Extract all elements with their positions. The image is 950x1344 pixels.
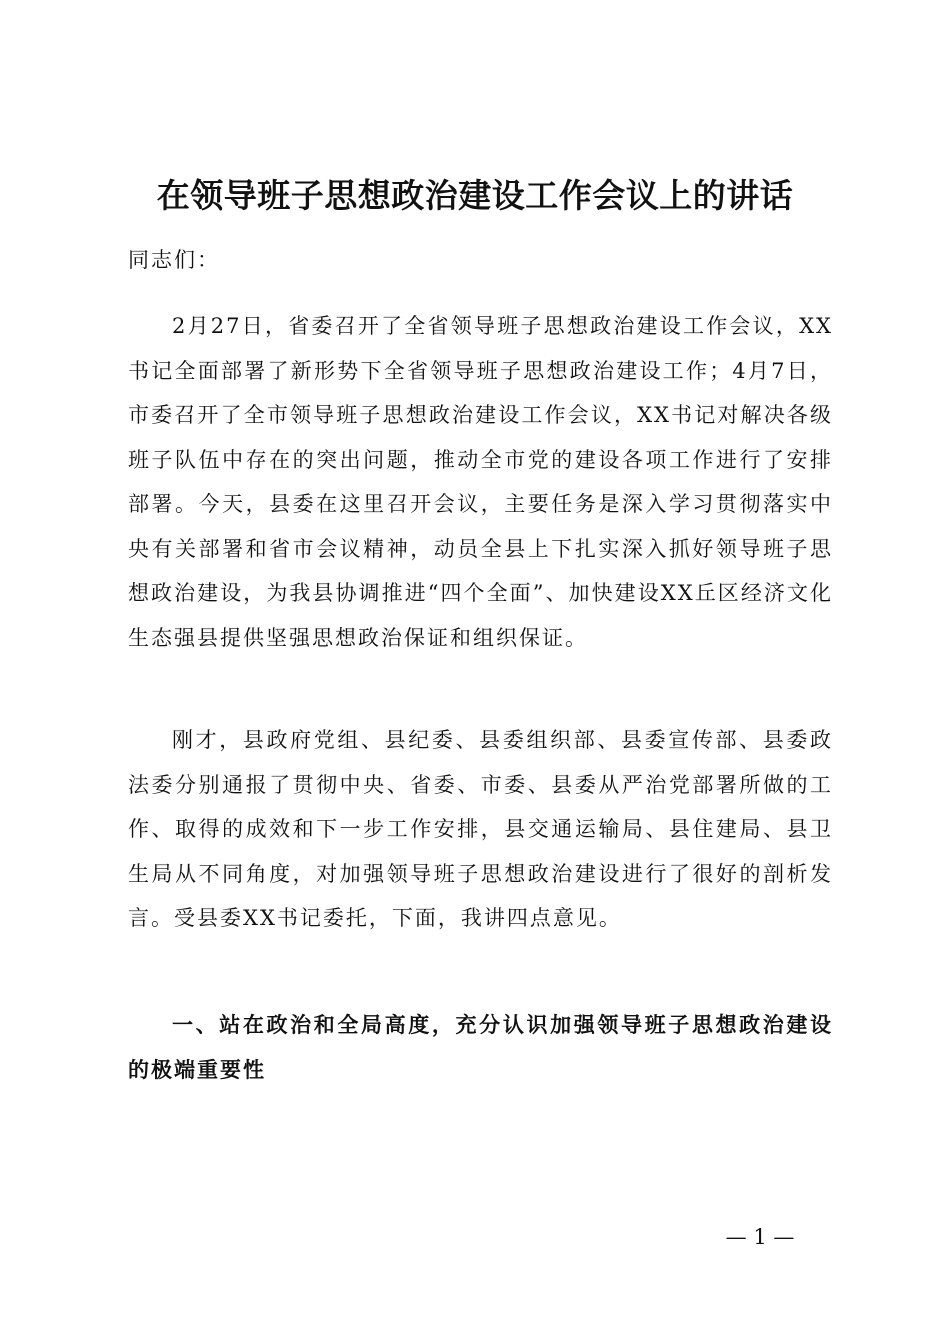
body-paragraph: 2月27日，省委召开了全省领导班子思想政治建设工作会议，XX书记全面部署了新形势下全省领导班子思想政治建设工作；4月7日，市委召开了全市领导班子思想政治建设工作会议，XX书记对解决各级班子队伍中存在的突出问题，推动全市党的建设各项工作进行了安排部署。今天，县委在这里召开会议，主要任务是深入学习贯彻落实中央有关部署和省市会议精神，动员全县上下扎实深入抓好领导班子思想政治建设，为我县协调推进“四个全面”、加快建设XX丘区经济文化生态强县提供坚强思想政治保证和组织保证。 (128, 314, 833, 650)
section-heading: 一、站在政治和全局高度，充分认识加强领导班子思想政治建设的极端重要性 (128, 1013, 833, 1082)
body-paragraph: 刚才，县政府党组、县纪委、县委组织部、县委宣传部、县委政法委分别通报了贯彻中央、省委、市委、县委从严治党部署所做的工作、取得的成效和下一步工作安排，县交通运输局、县住建局、县卫生局从不同角度，对加强领导班子思想政治建设进行了很好的剖析发言。受县委XX书记委托，下面，我讲四点意见。 (128, 728, 833, 930)
salutation: 同志们： (128, 248, 220, 272)
document-title: 在领导班子思想政治建设工作会议上的讲话 (156, 176, 794, 215)
page-number: — 1 — (725, 1225, 795, 1249)
